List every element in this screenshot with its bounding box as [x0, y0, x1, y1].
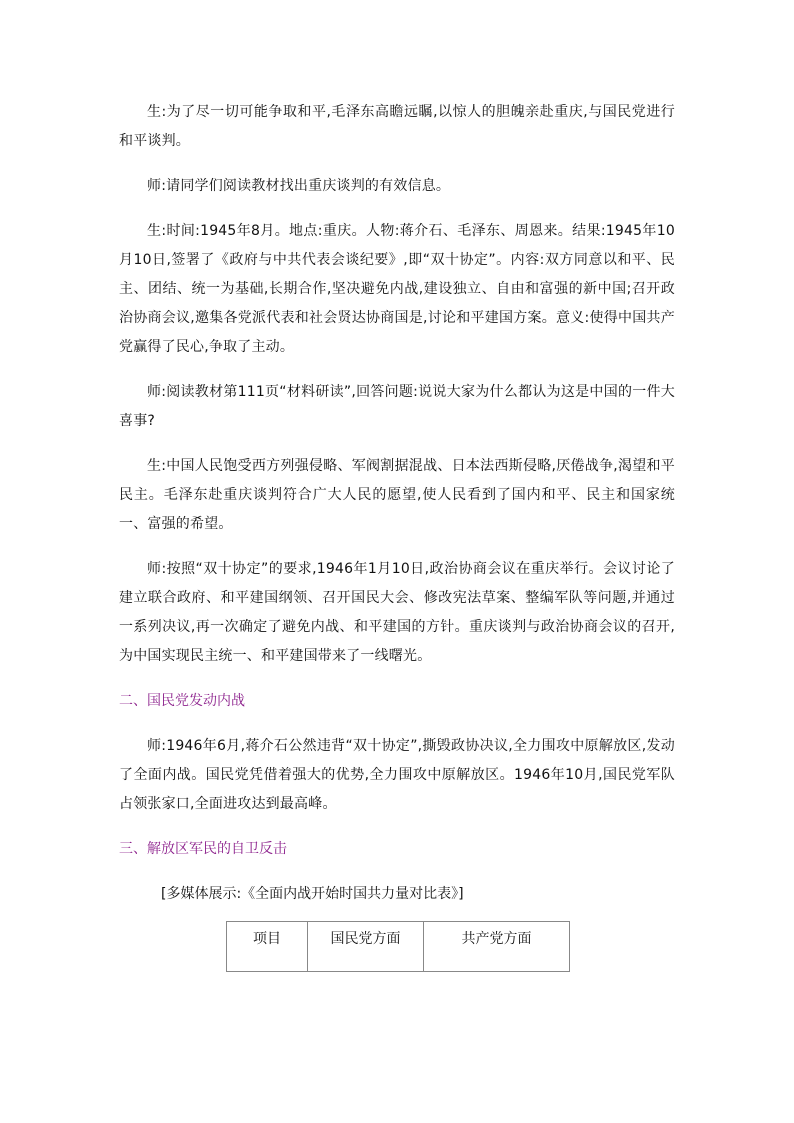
paragraph-teacher-civil-war: 师:1946年6月,蒋介石公然违背“双十协定”,撕毁政协决议,全力围攻中原解放区,发动了全面内战。国民党凭借着强大的优势,全力围攻中原解放区。1946年10月,国民党军队占领张家口,全面进攻达到最高峰。 — [119, 738, 675, 812]
paragraph-student-peace: 生:为了尽一切可能争取和平,毛泽东高瞻远瞩,以惊人的胆魄亲赴重庆,与国民党进行和平谈判。 — [119, 104, 675, 149]
paragraph-teacher-material: 师:阅读教材第111页“材料研读”,回答问题:说说大家为什么都认为这是中国的一件大喜事? — [119, 384, 675, 429]
paragraph-teacher-read: 师:请同学们阅读教材找出重庆谈判的有效信息。 — [147, 178, 451, 194]
table-header-cell: 项目 — [227, 922, 308, 972]
paragraph-student-answer: 生:中国人民饱受西方列强侵略、军阀割据混战、日本法西斯侵略,厌倦战争,渴望和平民主。毛泽东赴重庆谈判符合广大人民的愿望,使人民看到了国内和平、民主和国家统一、富强的希望。 — [119, 458, 675, 532]
table-header-row — [227, 922, 570, 972]
multimedia-caption: [多媒体展示:《全面内战开始时国共力量对比表》] — [161, 886, 464, 902]
section-heading-counterattack: 三、解放区军民的自卫反击 — [119, 841, 287, 857]
document-body — [119, 98, 675, 972]
paragraph-teacher-conference: 师:按照“双十协定”的要求,1946年1月10日,政治协商会议在重庆举行。会议讨论了建立联合政府、和平建国纲领、召开国民大会、修改宪法草案、整编军队等问题,并通过一系列决议,再一次确定了避免内战、和平建国的方针。重庆谈判与政治协商会议的召开,为中国实现民主统一、和平建国带来了一线曙光。 — [119, 561, 675, 664]
table-header-cell: 国民党方面 — [308, 922, 424, 972]
paragraph-student-chongqing: 生:时间:1945年8月。地点:重庆。人物:蒋介石、毛泽东、周恩来。结果:1945年10月10日,签署了《政府与中共代表会谈纪要》,即“双十协定”。内容:双方同意以和平、民主、团结、统一为基础,长期合作,坚决避免内战,建设独立、自由和富强的新中国;召开政治协商会议,邀集各党派代表和社会贤达协商国是,讨论和平建国方案。意义:使得中国共产党赢得了民心,争取了主动。 — [119, 223, 675, 355]
section-heading-civil-war: 二、国民党发动内战 — [119, 693, 245, 709]
table-header-cell: 共产党方面 — [424, 922, 570, 972]
comparison-table — [226, 921, 570, 972]
